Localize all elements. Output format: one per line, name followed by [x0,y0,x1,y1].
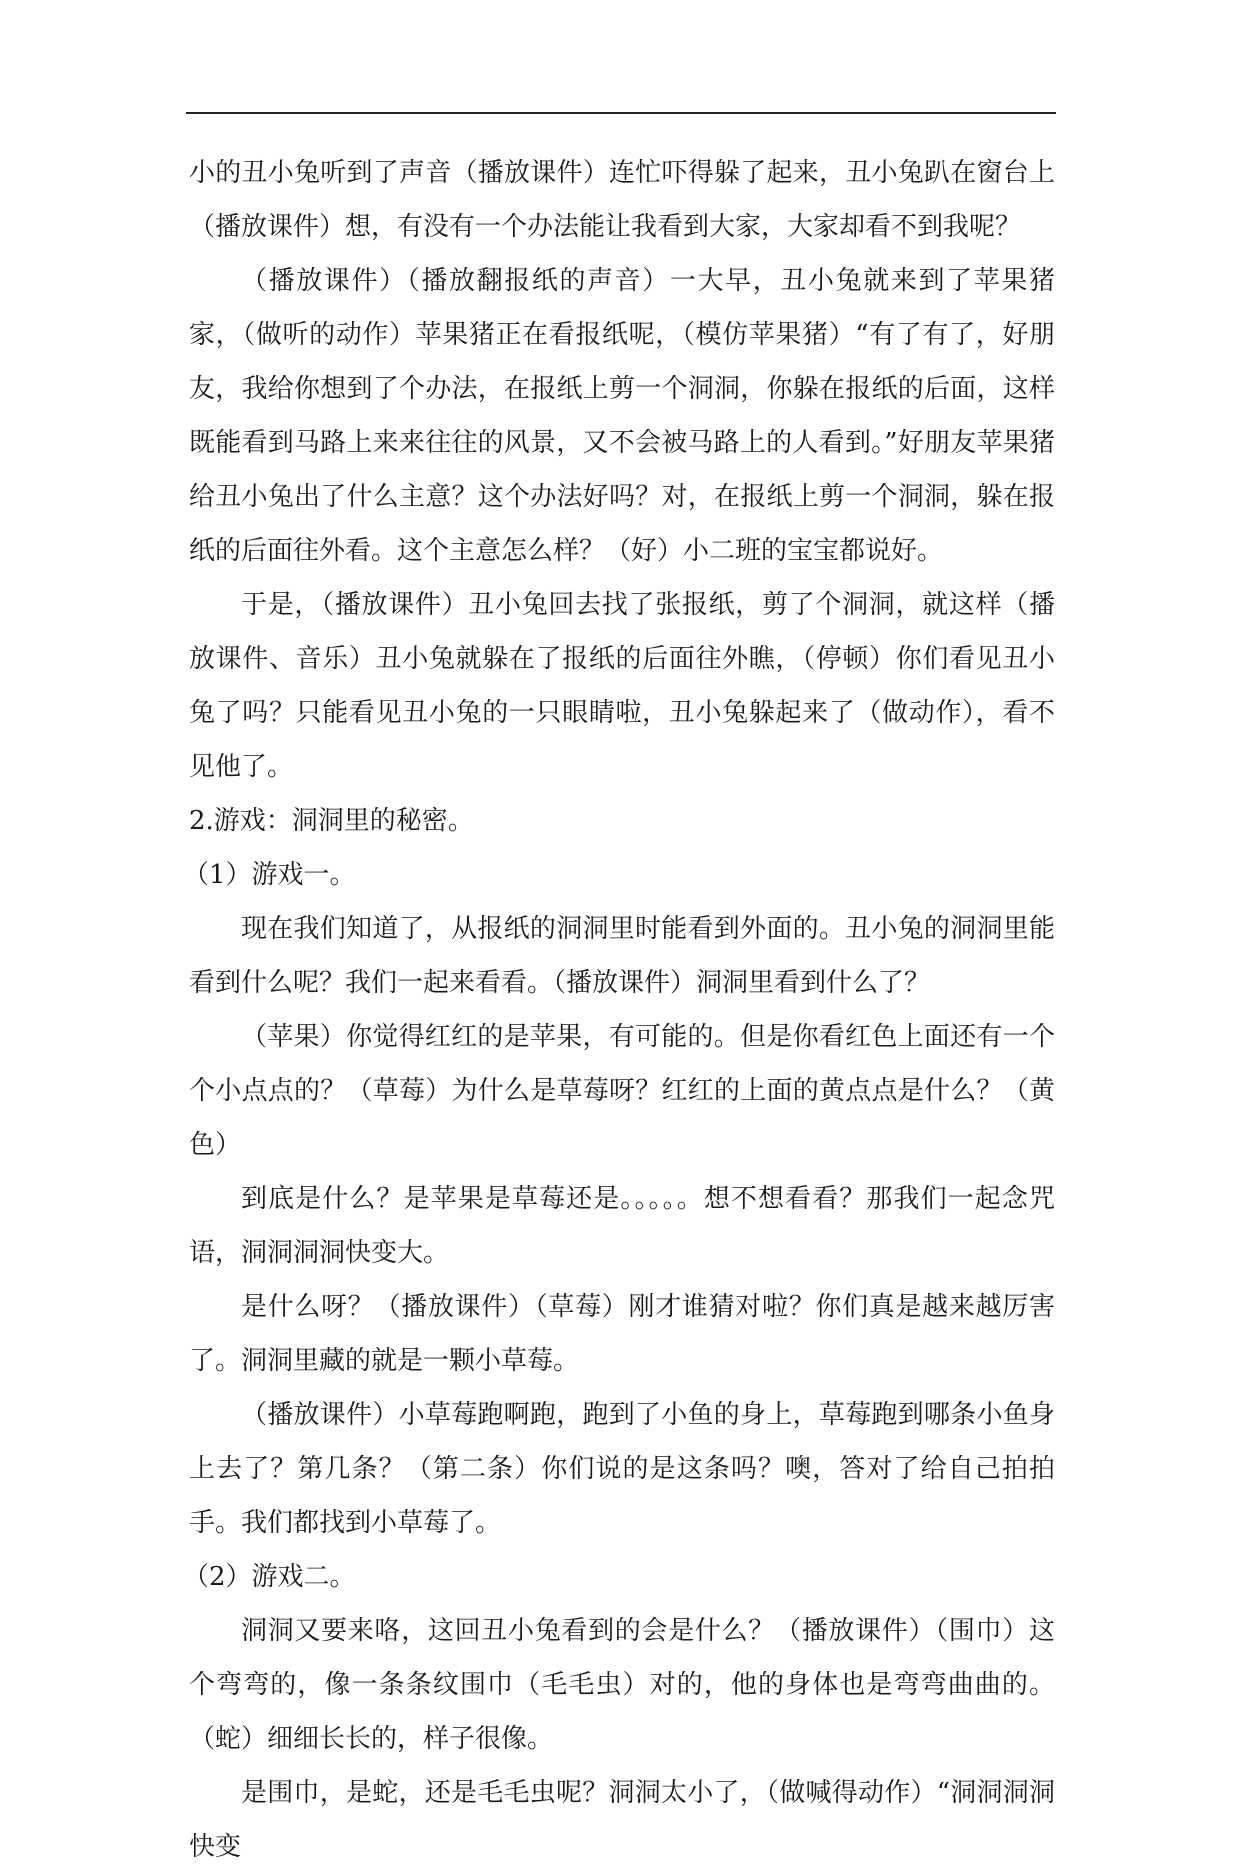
header-rule [186,112,1056,114]
paragraph: （苹果）你觉得红红的是苹果，有可能的。但是你看红色上面还有一个个小点点的？（草莓）为什么是草莓呀？红红的上面的黄点点是什么？（黄色） [189,1022,1055,1160]
section-heading: 2.游戏：洞洞里的秘密。 [189,806,474,836]
paragraph: 于是，（播放课件）丑小兔回去找了张报纸，剪了个洞洞，就这样（播放课件、音乐）丑小兔就躲在了报纸的后面往外瞧，（停顿）你们看见丑小兔了吗？只能看见丑小兔的一只眼睛啦，丑小兔躲起来了（做动作），看不见他了。 [189,590,1055,782]
paragraph-continued: 小的丑小兔听到了声音（播放课件）连忙吓得躲了起来，丑小兔趴在窗台上（播放课件）想，有没有一个办法能让我看到大家，大家却看不到我呢？ [189,158,1055,242]
subsection-heading: （1）游戏一。 [183,860,356,890]
paragraph: 是围巾，是蛇，还是毛毛虫呢？洞洞太小了，（做喊得动作）“洞洞洞洞快变 [189,1778,1055,1862]
paragraph: 洞洞又要来咯，这回丑小兔看到的会是什么？（播放课件）（围巾）这个弯弯的，像一条条纹围巾（毛毛虫）对的，他的身体也是弯弯曲曲的。（蛇）细细长长的，样子很像。 [189,1616,1055,1754]
paragraph: 是什么呀？（播放课件）（草莓）刚才谁猜对啦？你们真是越来越厉害了。洞洞里藏的就是一颗小草莓。 [189,1292,1055,1376]
subsection-heading: （2）游戏二。 [183,1562,356,1592]
paragraph: 到底是什么？是苹果是草莓还是。。。。。想不想看看？那我们一起念咒语，洞洞洞洞快变大。 [189,1184,1055,1268]
paragraph: （播放课件）小草莓跑啊跑，跑到了小鱼的身上，草莓跑到哪条小鱼身上去了？第几条？（第二条）你们说的是这条吗？噢，答对了给自己拍拍手。我们都找到小草莓了。 [189,1400,1055,1538]
paragraph: 现在我们知道了，从报纸的洞洞里时能看到外面的。丑小兔的洞洞里能看到什么呢？我们一起来看看。（播放课件）洞洞里看到什么了？ [189,914,1055,998]
paragraph: （播放课件）（播放翻报纸的声音）一大早，丑小兔就来到了苹果猪家，（做听的动作）苹果猪正在看报纸呢，（模仿苹果猪）“有了有了，好朋友，我给你想到了个办法，在报纸上剪一个洞洞，你躲在报纸的后面，这样既能看到马路上来来往往的风景，又不会被马路上的人看到。”好朋友苹果猪给丑小兔出了什么主意？这个办法好吗？对，在报纸上剪一个洞洞，躲在报纸的后面往外看。这个主意怎么样？（好）小二班的宝宝都说好。 [189,266,1055,566]
document-body [183,146,1055,1874]
